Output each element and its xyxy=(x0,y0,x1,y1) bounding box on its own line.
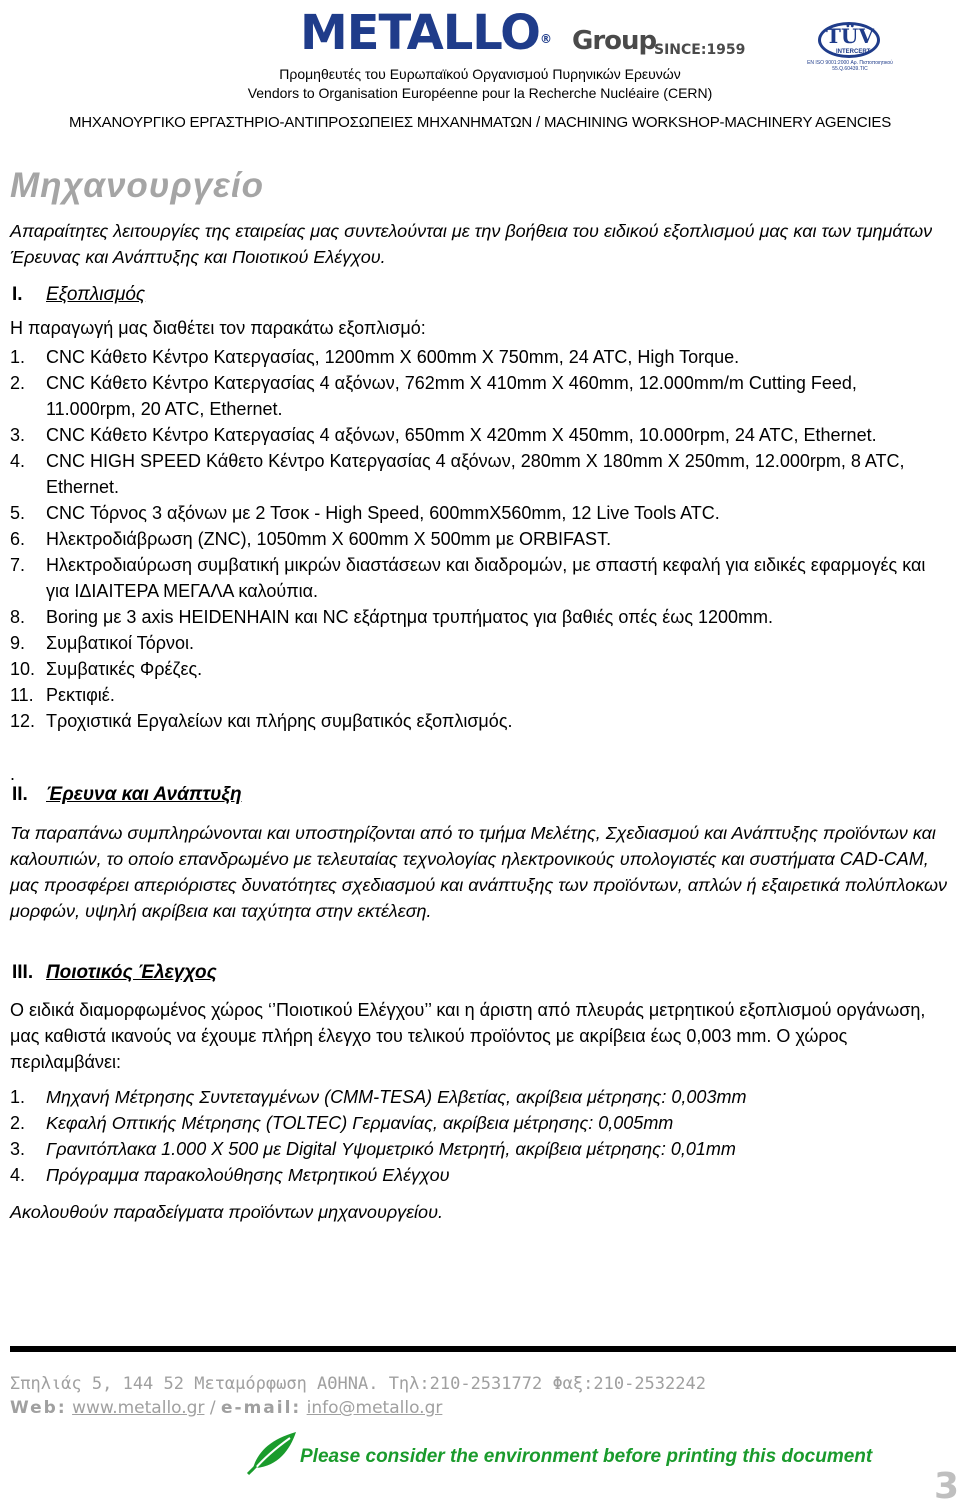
footer-address: Σπηλιάς 5, 144 52 Μεταμόρφωση ΑΘΗΝΑ. Τηλ:210-2531772 Φαξ:210-2532242 xyxy=(10,1374,706,1394)
header-tagline-greek: Προμηθευτές του Ευρωπαϊκού Οργανισμού Πυρηνικών Ερευνών xyxy=(279,66,681,82)
list-item: 4. CNC HIGH SPEED Κάθετο Κέντρο Κατεργασίας 4 αξόνων, 280mm X 180mm X 250mm, 12.000rpm, 8 ATC, Ethernet. xyxy=(10,451,905,497)
section-1-title: Εξοπλισμός xyxy=(46,284,146,305)
email-label: e-mail: xyxy=(221,1398,302,1418)
list-item: 1. Μηχανή Μέτρησης Συντεταγμένων (CMM-TESA) Ελβετίας, ακρίβεια μέτρησης: 0,003mm xyxy=(10,1087,747,1107)
list-item: 9. Συμβατικοί Τόρνοι. xyxy=(10,633,194,653)
eco-leaf-icon xyxy=(246,1428,300,1476)
cert-sub-text: INTERCERT xyxy=(836,49,871,55)
list-item: 5. CNC Τόρνος 3 αξόνων με 2 Τσοκ - High Speed, 600mmX560mm, 12 Live Tools ATC. xyxy=(10,503,720,523)
logo-group-text: Group xyxy=(572,26,657,56)
list-item: 3. CNC Κάθετο Κέντρο Κατεργασίας 4 αξόνων, 650mm X 420mm X 450mm, 10.000rpm, 24 ATC, Ethernet. xyxy=(10,425,877,445)
company-logo xyxy=(300,4,746,62)
section-3-paragraph: Ο ειδικά διαμορφωμένος χώρος ‘’Ποιοτικού Ελέγχου’’ και η άριστη από πλευράς μετρητικού εξοπλισμού οργάνωση, μας καθιστά ικανούς να έχουμε πλήρη έλεγχο του τελικού προϊόντος με ακρίβεια έως 0,003 mm. Ο χώρος περιλαμβάνει: xyxy=(10,1000,926,1072)
page-number: 3 xyxy=(934,1466,960,1507)
certification-logo xyxy=(800,22,900,72)
list-item: 2. Κεφαλή Οπτικής Μέτρησης (TOLTEC) Γερμανίας, ακρίβεια μέτρησης: 0,005mm xyxy=(10,1113,674,1133)
section-1-number: I. xyxy=(12,284,23,305)
website-link[interactable]: www.metallo.gr xyxy=(72,1398,205,1418)
quality-control-list xyxy=(10,1084,950,1188)
section-2-title: Έρευνα και Ανάπτυξη xyxy=(46,784,242,805)
environment-note: Please consider the environment before printing this document xyxy=(300,1446,873,1467)
page-title: Μηχανουργείο xyxy=(10,166,265,205)
intro-paragraph: Απαραίτητες λειτουργίες της εταιρείας μας συντελούνται με την βοήθεια του ειδικού εξοπλισμού μας και των τμημάτων Έρευνας και Ανάπτυξης και Ποιοτικού Ελέγχου. xyxy=(10,221,933,267)
contact-separator: / xyxy=(209,1398,216,1418)
list-item: 6. Ηλεκτροδιάβρωση (ZNC), 1050mm X 600mm X 500mm με ORBIFAST. xyxy=(10,529,612,549)
web-label: Web: xyxy=(10,1398,67,1418)
section-3-number: III. xyxy=(12,962,34,983)
header-tagline-french: Vendors to Organisation Européenne pour la Recherche Nucléaire (CERN) xyxy=(247,85,713,101)
list-item: 8. Boring με 3 axis HEIDENHAIN και NC εξάρτημα τρυπήματος για βαθιές οπές έως 1200mm. xyxy=(10,607,774,627)
list-item: 7. Ηλεκτροδιαύρωση συμβατική μικρών διαστάσεων και διαδρομών, με σπαστή κεφαλή για ειδικές εφαρμογές και για ΙΔΙΑΙΤΕΡΑ ΜΕΓΑΛΑ καλούπια. xyxy=(10,555,926,601)
section-2-paragraph: Τα παραπάνω συμπληρώνονται και υποστηρίζονται από το τμήμα Μελέτης, Σχεδιασμού και Ανάπτυξης προϊόντων και καλουπιών, το οποίο επανδρωμένο με τελευταίας τεχνολογίας ηλεκτρονικούς υπολογιστές και συστήματα CAD-CAM, μας προσφέρει απεριόριστες δυνατότητες σχεδιασμού και ανάπτυξης των προϊόντων, απλών ή εξαιρετικά πολύπλοκων μορφών, υψηλή ακρίβεια και ταχύτητα στην εκτέλεση. xyxy=(10,823,948,921)
section-1-lead: Η παραγωγή μας διαθέτει τον παρακάτω εξοπλισμό: xyxy=(10,318,426,338)
logo-since-text: SINCE:1959 xyxy=(654,42,746,58)
section-2-number: II. xyxy=(12,784,28,805)
cert-logo-text: TÜV xyxy=(826,24,874,48)
equipment-list xyxy=(10,344,950,734)
list-item: 2. CNC Κάθετο Κέντρο Κατεργασίας 4 αξόνων, 762mm X 410mm X 460mm, 12.000mm/m Cutting Feed, 11.000rpm, 20 ATC, Ethernet. xyxy=(10,373,857,419)
list-item: 11. Ρεκτιφιέ. xyxy=(10,685,115,705)
cert-iso-text: EN ISO 9001:2000 Αρ. Πιστοποιητικού 55.Q.60439.TIC xyxy=(807,60,893,72)
footer-divider xyxy=(10,1346,956,1352)
footer-contact xyxy=(10,1398,442,1418)
header-business-line: ΜΗΧΑΝΟΥΡΓΙΚΟ ΕΡΓΑΣΤΗΡΙΟ-ΑΝΤΙΠΡΟΣΩΠΕΙΕΣ ΜΗΧΑΝΗΜΑΤΩΝ / MACHINING WORKSHOP-MACHINERY AGENCIES xyxy=(68,114,892,131)
email-link[interactable]: info@metallo.gr xyxy=(306,1398,443,1418)
closing-line: Ακολουθούν παραδείγματα προϊόντων μηχανουργείου. xyxy=(10,1202,443,1222)
section-3-title: Ποιοτικός Έλεγχος xyxy=(46,962,217,983)
list-item: 4. Πρόγραμμα παρακολούθησης Μετρητικού Ελέγχου xyxy=(10,1165,450,1185)
list-item: 10. Συμβατικές Φρέζες. xyxy=(10,659,203,679)
logo-wordmark: METALLO® xyxy=(300,5,551,61)
list-item: 1. CNC Κάθετο Κέντρο Κατεργασίας, 1200mm X 600mm X 750mm, 24 ATC, High Torque. xyxy=(10,347,740,367)
list-item: 12. Τροχιστικά Εργαλείων και πλήρης συμβατικός εξοπλισμός. xyxy=(10,711,513,731)
list-item: 3. Γρανιτόπλακα 1.000 X 500 με Digital Υψομετρικό Μετρητή, ακρίβεια μέτρησης: 0,01mm xyxy=(10,1139,736,1159)
trailing-dot: . xyxy=(10,764,16,784)
